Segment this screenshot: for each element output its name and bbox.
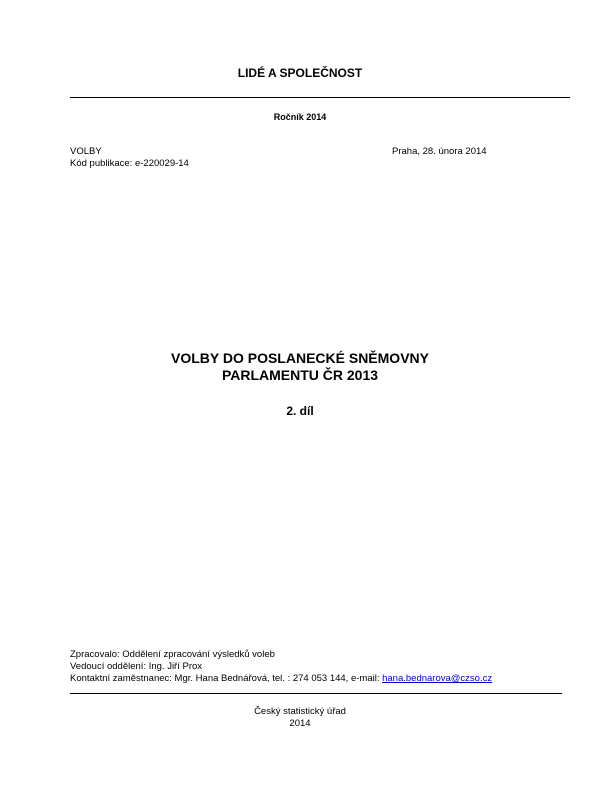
series-title: LIDÉ A SPOLEČNOST: [237, 66, 363, 80]
part-label: 2. díl: [286, 404, 314, 418]
title-line-2: PARLAMENTU ČR 2013: [221, 367, 379, 383]
email-link[interactable]: hana.bednarova@czso.cz: [382, 673, 493, 684]
contact-text: Kontaktní zaměstnanec: Mgr. Hana Bednářová, tel. : 274 053 144, e-mail:: [70, 673, 383, 684]
credits-block: [70, 649, 492, 685]
contact-line: [70, 673, 492, 685]
publication-code: Kód publikace: e-220029-14: [70, 158, 189, 169]
footer-year: 2014: [289, 718, 311, 729]
category-label: VOLBY: [70, 146, 102, 157]
volume-label: Ročník 2014: [273, 112, 327, 122]
footer: [0, 706, 600, 730]
publication-meta: [70, 146, 189, 170]
document-title: [0, 350, 600, 384]
head-of-department: Vedoucí oddělení: Ing. Jiří Prox: [70, 661, 203, 672]
institution-name: Český statistický úřad: [254, 706, 346, 717]
bottom-divider: [70, 693, 562, 694]
prepared-by: Zpracovalo: Oddělení zpracování výsledků voleb: [70, 649, 275, 660]
place-date: Praha, 28. února 2014: [392, 146, 487, 157]
title-line-1: VOLBY DO POSLANECKÉ SNĚMOVNY: [170, 350, 429, 366]
top-divider: [70, 97, 570, 98]
